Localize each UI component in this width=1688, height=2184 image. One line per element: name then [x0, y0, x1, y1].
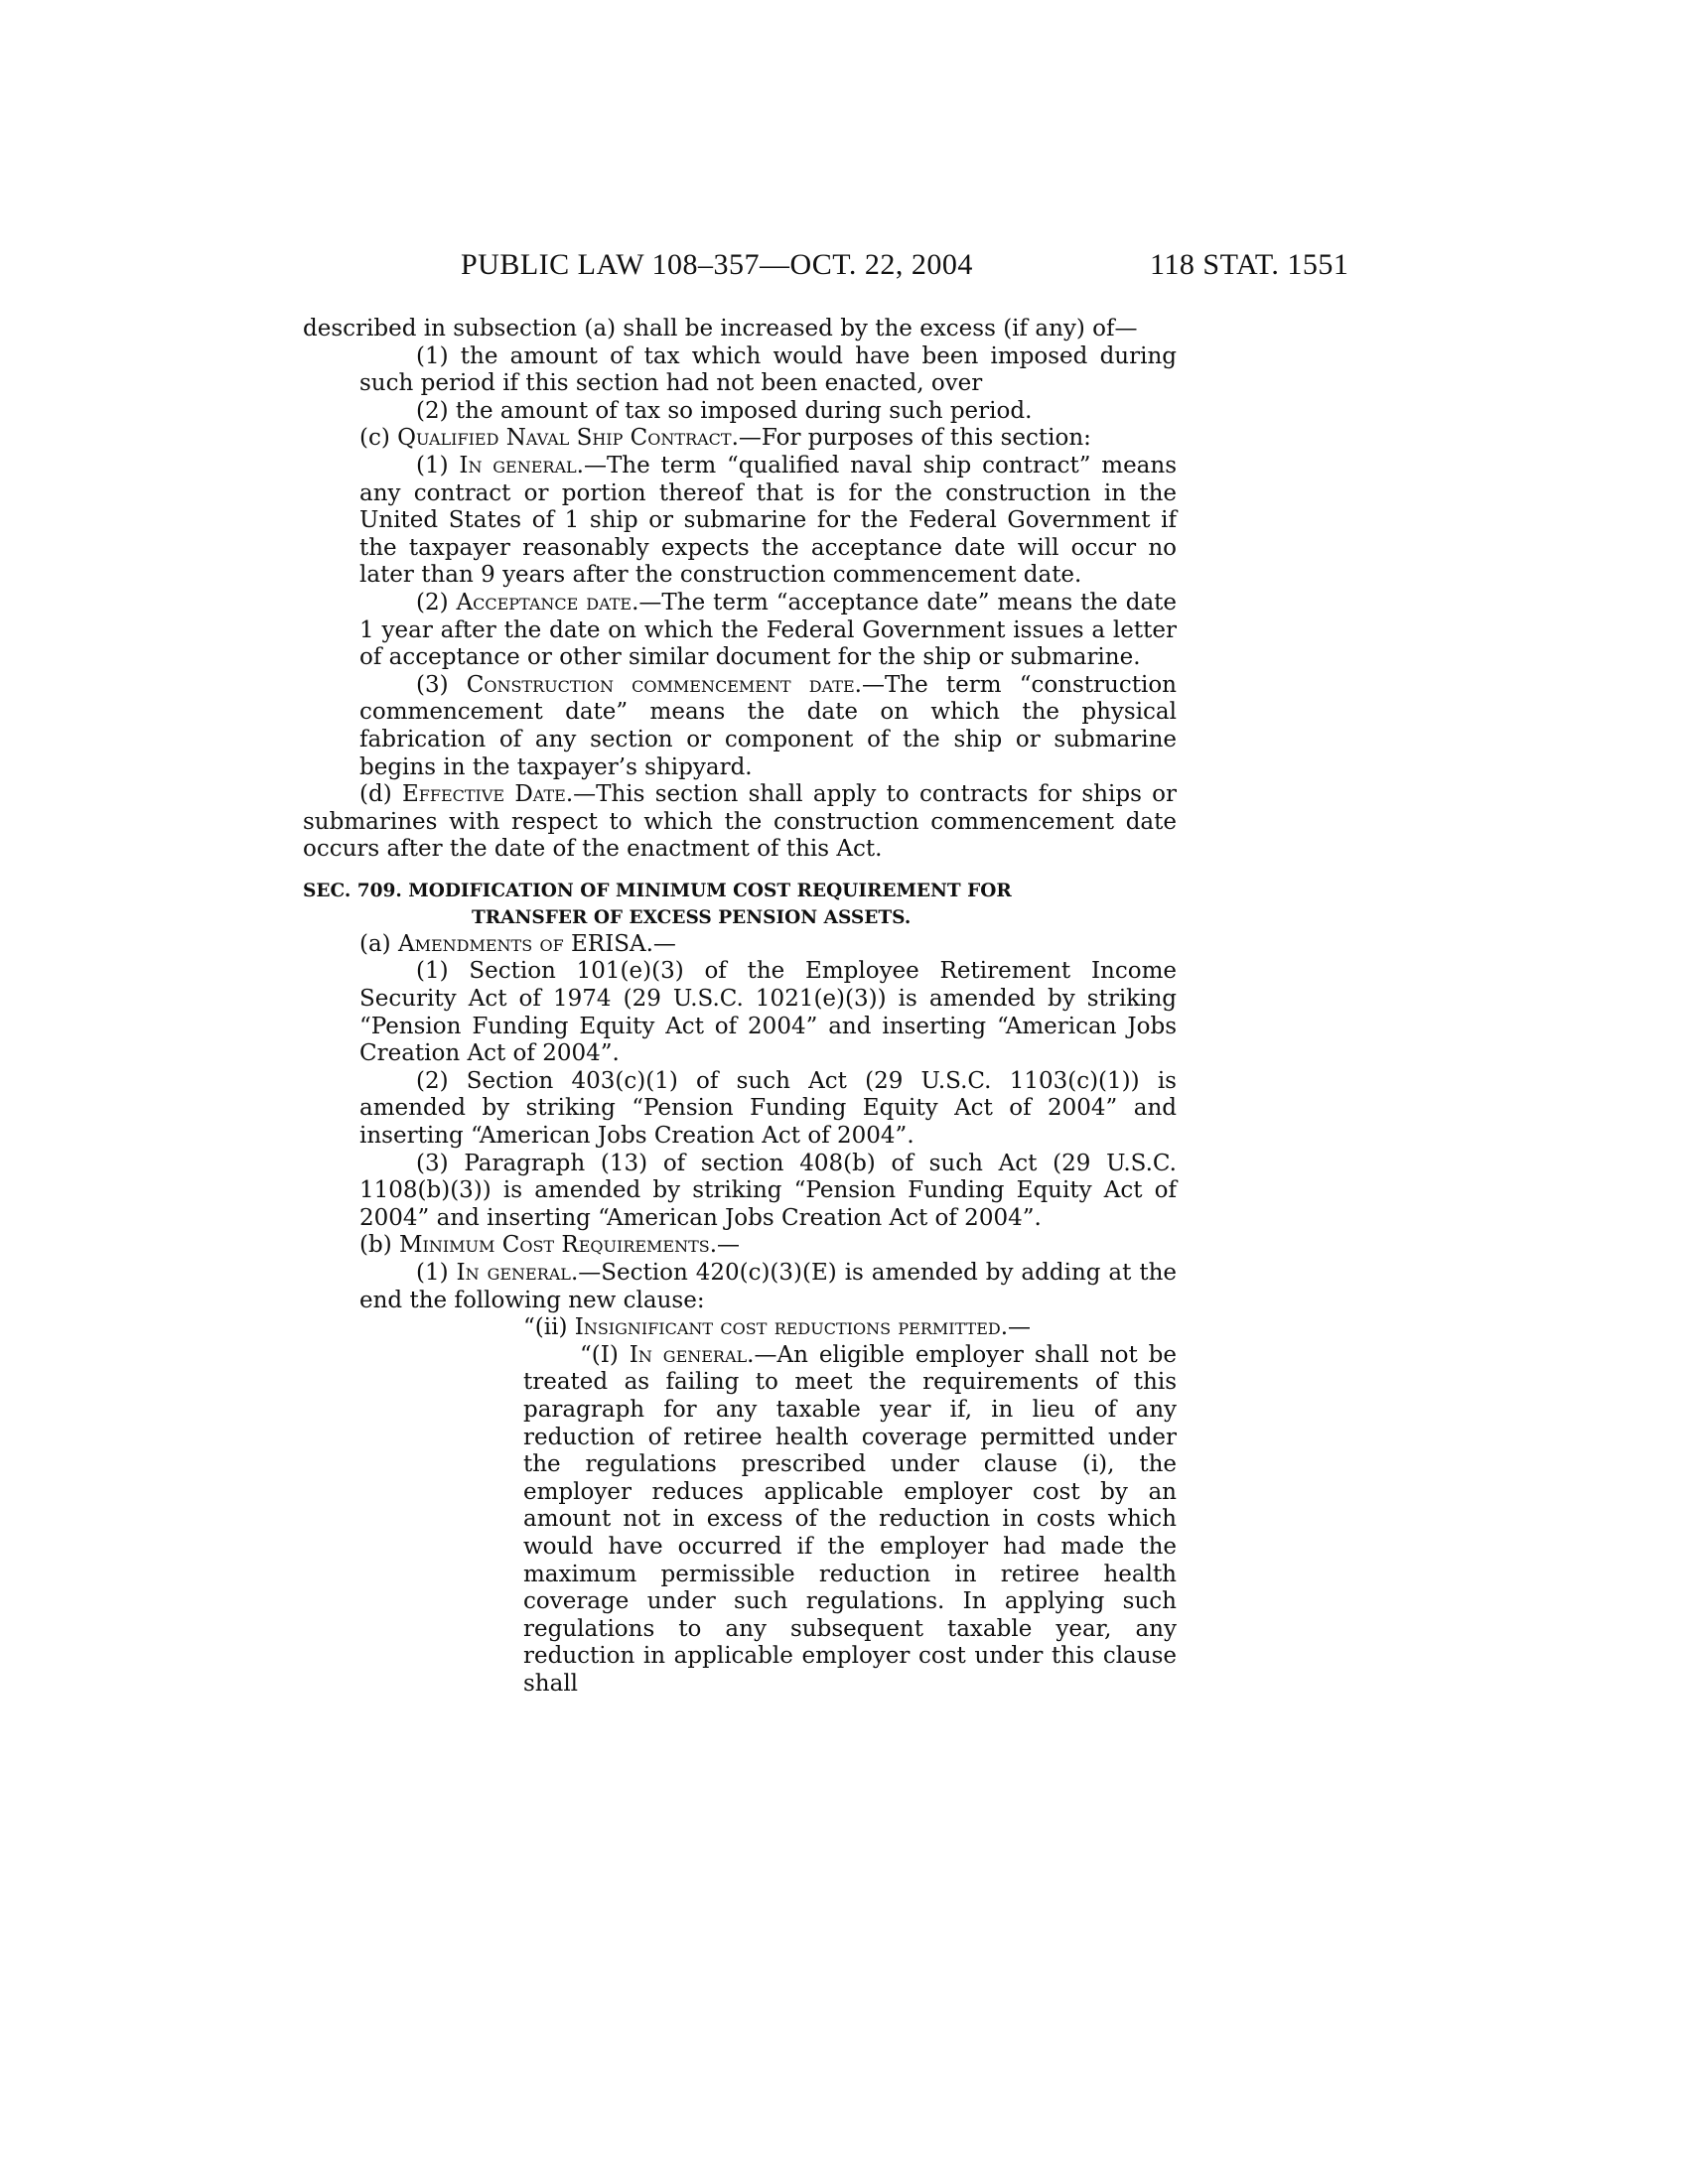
subsection-heading: Amendments of ERISA	[397, 930, 646, 957]
subclause-I	[303, 1342, 1177, 1699]
paragraph-text: .—An eligible employer shall not be treated as failing to meet the requirements of this paragraph for any taxable year if, in lieu of any reduction of retiree health coverage permitted under the regulations prescribed under clause (i), the employer reduces applicable employer cost by an amount not in excess of the reduction in costs which would have occurred if the employer had made the maximum permissible reduction in retiree health coverage under such regulations. In applying such regulations to any subsequent taxable year, any reduction in applicable employer cost under this clause shall	[523, 1341, 1178, 1697]
paragraph-text: .—The term “construction commencement date” means the date on which the physical fabrication of any section or component of the ship or submarine begins in the taxpayer’s shipyard.	[359, 671, 1177, 780]
paragraph-text: .—	[709, 1232, 741, 1259]
paragraph-text: .—For purposes of this section:	[731, 425, 1091, 452]
paragraph-a1: (1) Section 101(e)(3) of the Employee Retirement Income Security Act of 1974 (29 U.S.C. 1021(e)(3)) is amended by striking “Pension Funding Equity Act of 2004” and inserting “American Jobs Creation Act of 2004”.	[359, 958, 1177, 1067]
page-reference: 118 STAT. 1551	[1150, 248, 1349, 281]
subsection-c	[303, 425, 1177, 453]
paragraph-c2	[303, 590, 1177, 672]
paragraph-a2: (2) Section 403(c)(1) of such Act (29 U.S.C. 1103(c)(1)) is amended by striking “Pension Funding Equity Act of 2004” and inserting “American Jobs Creation Act of 2004”.	[359, 1067, 1177, 1150]
enum: (a)	[359, 930, 398, 957]
statute-body	[303, 316, 1177, 1699]
enum: (c)	[359, 425, 398, 452]
paragraph-heading: In general	[459, 452, 577, 478]
enum: (d)	[359, 781, 402, 808]
subsection-heading: Minimum Cost Requirements	[398, 1232, 710, 1259]
paragraph: (2) the amount of tax so imposed during such period.	[416, 397, 1033, 424]
enum: (3)	[416, 671, 467, 698]
enum: (2)	[416, 589, 457, 615]
paragraph-text: .—The term “acceptance date” means the date 1 year after the date on which the Federal Government issues a letter of acceptance or other similar document for the ship or submarine.	[359, 589, 1178, 671]
paragraph-text: .—This section shall apply to contracts for ships or submarines with respect to which the construction commencement date occurs after the date of the enactment of this Act.	[303, 781, 1177, 863]
paragraph-heading: Acceptance date	[456, 589, 633, 615]
paragraph-c1	[303, 453, 1177, 590]
paragraph-text: .—	[1000, 1314, 1032, 1341]
paragraph-b1	[303, 1260, 1177, 1314]
paragraph-heading: In general	[456, 1260, 571, 1286]
enum: (1)	[416, 1260, 457, 1286]
paragraph-text: .—Section 420(c)(3)(E) is amended by adding at the end the following new clause:	[359, 1260, 1178, 1313]
enum: “(ii)	[523, 1314, 575, 1341]
section-heading	[303, 878, 1177, 931]
paragraph: described in subsection (a) shall be increased by the excess (if any) of—	[303, 316, 1138, 341]
paragraph: (1) the amount of tax which would have been imposed during such period if this section had not been enacted, over	[359, 342, 1177, 397]
paragraph-a3: (3) Paragraph (13) of section 408(b) of such Act (29 U.S.C. 1108(b)(3)) is amended by striking “Pension Funding Equity Act of 2004” and inserting “American Jobs Creation Act of 2004”.	[359, 1150, 1177, 1231]
paragraph-text: .—The term “qualified naval ship contract” means any contract or portion thereof that is for the construction in the United States of 1 ship or submarine for the Federal Government if the taxpayer reasonably expects the acceptance date will occur no later than 9 years after the construction commencement date.	[359, 452, 1178, 589]
subsection-heading: Effective Date	[401, 781, 566, 808]
subsection-b	[303, 1232, 1177, 1260]
paragraph-text: .—	[645, 930, 676, 957]
subclause-heading: In general	[629, 1341, 748, 1368]
subsection-heading: Qualified Naval Ship Contract	[397, 425, 732, 452]
enum: (1)	[416, 452, 460, 478]
paragraph-heading: Construction commencement date	[466, 671, 855, 698]
clause-ii	[303, 1314, 1177, 1342]
subsection-d	[303, 781, 1177, 864]
section-heading-line2: TRANSFER OF EXCESS PENSION ASSETS.	[472, 906, 912, 928]
section-heading-line1: SEC. 709. MODIFICATION OF MINIMUM COST REQUIREMENT FOR	[303, 880, 1012, 901]
paragraph-c3	[303, 672, 1177, 781]
clause-heading: Insignificant cost reductions permitted	[574, 1314, 1001, 1341]
running-header-title: PUBLIC LAW 108–357—OCT. 22, 2004	[461, 248, 973, 281]
subsection-a	[303, 931, 1177, 959]
enum: “(I)	[580, 1341, 630, 1368]
enum: (b)	[359, 1232, 399, 1259]
